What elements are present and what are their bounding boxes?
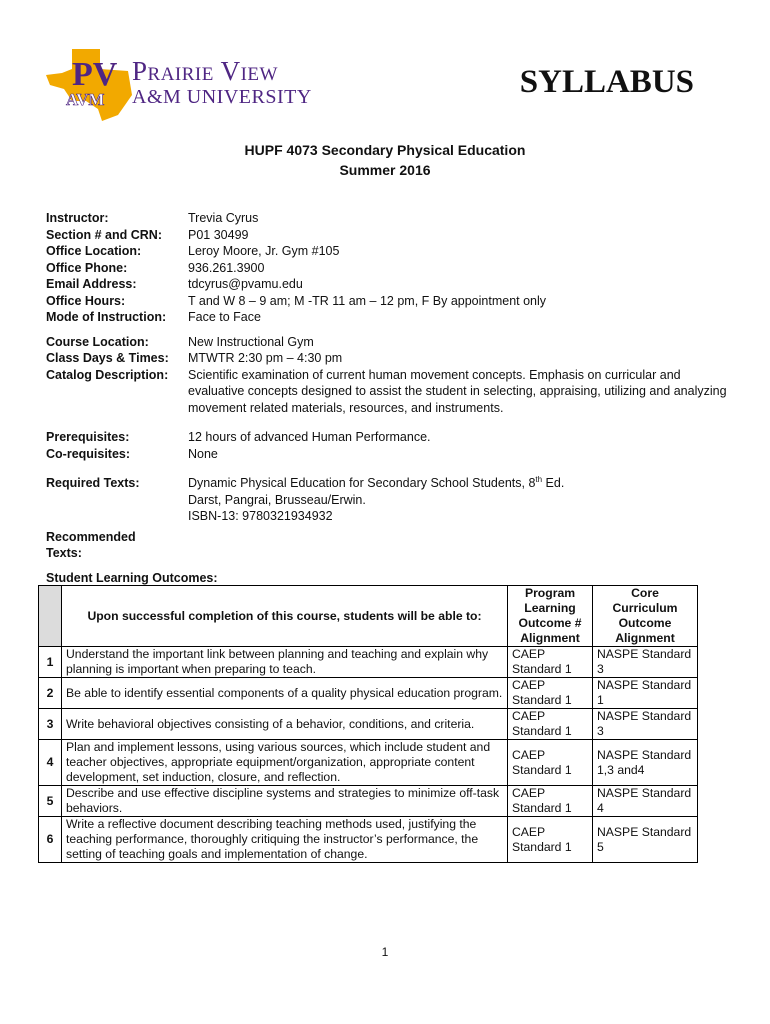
- page-number: 1: [381, 945, 389, 959]
- table-row: [39, 678, 698, 709]
- table-row: [39, 709, 698, 740]
- university-name-line1: Prairie View: [132, 56, 278, 86]
- outcomes-section-label: Student Learning Outcomes:: [46, 571, 218, 585]
- coreq-label: Co-requisites:: [46, 446, 131, 461]
- outcome-num: 5: [39, 786, 62, 817]
- text-isbn: ISBN-13: 9780321934932: [188, 509, 333, 523]
- logo-initials-2: AVM: [66, 90, 105, 109]
- text-edition: Ed.: [542, 476, 565, 490]
- outcome-program: CAEP Standard 1: [508, 740, 593, 786]
- outcome-desc: Write a reflective document describing teaching methods used, justifying the teaching performance, thoroughly critiquing the instructor’s performance, the setting of teaching goals and implementation of change.: [62, 817, 508, 863]
- outcome-core: NASPE Standard 3: [593, 647, 698, 678]
- outcomes-header-program: Program Learning Outcome # Alignment: [508, 586, 593, 647]
- outcome-num: 3: [39, 709, 62, 740]
- office-hours-value: T and W 8 – 9 am; M -TR 11 am – 12 pm, F By appointment only: [188, 293, 547, 308]
- recommended-texts-label: Recommended Texts:: [46, 530, 136, 560]
- outcome-desc: Be able to identify essential components of a quality physical education program.: [62, 678, 508, 709]
- outcome-program: CAEP Standard 1: [508, 709, 593, 740]
- outcome-core: NASPE Standard 4: [593, 786, 698, 817]
- outcome-program: CAEP Standard 1: [508, 817, 593, 863]
- office-hours-label: Office Hours:: [46, 293, 126, 308]
- outcome-core: NASPE Standard 5: [593, 817, 698, 863]
- email-value: tdcyrus@pvamu.edu: [188, 277, 303, 291]
- outcome-num: 6: [39, 817, 62, 863]
- coreq-value: None: [188, 446, 218, 461]
- text-authors: Darst, Pangrai, Brusseau/Erwin.: [188, 492, 366, 507]
- section-label: Section # and CRN:: [46, 227, 162, 242]
- course-location-value: New Instructional Gym: [188, 334, 314, 349]
- mode-label: Mode of Instruction:: [46, 310, 167, 324]
- email-label: Email Address:: [46, 277, 137, 291]
- course-location-label: Course Location:: [46, 334, 149, 349]
- course-info-block: [46, 210, 736, 525]
- outcomes-header-core: Core Curriculum Outcome Alignment: [593, 586, 698, 647]
- office-location-label: Office Location:: [46, 244, 142, 258]
- catalog-value: Scientific examination of current human movement concepts. Emphasis on curricular and evaluative concepts designed to assist the student in selecting, appraising, utilizing and analyzing movement related materials, resources, and instruments.: [188, 367, 727, 415]
- instructor-value: Trevia Cyrus: [188, 211, 259, 225]
- prereq-value: 12 hours of advanced Human Performance.: [188, 430, 431, 444]
- section-value: P01 30499: [188, 227, 249, 242]
- outcome-num: 4: [39, 740, 62, 786]
- catalog-label: Catalog Description:: [46, 367, 169, 382]
- instructor-label: Instructor:: [46, 211, 109, 225]
- logo-initials: PV: [72, 56, 118, 93]
- required-texts-value: [188, 475, 736, 525]
- class-days-label: Class Days & Times:: [46, 351, 169, 365]
- outcome-program: CAEP Standard 1: [508, 647, 593, 678]
- university-name-line2: A&M UNIVERSITY: [132, 86, 312, 108]
- outcome-core: NASPE Standard 1,3 and4: [593, 740, 698, 786]
- outcomes-header-num: [39, 586, 62, 647]
- outcome-desc: Understand the important link between planning and teaching and explain why planning is important when preparing to teach.: [62, 647, 508, 678]
- outcome-program: CAEP Standard 1: [508, 678, 593, 709]
- outcome-desc: Write behavioral objectives consisting of a behavior, conditions, and criteria.: [62, 709, 508, 740]
- class-days-value: MTWTR 2:30 pm – 4:30 pm: [188, 351, 343, 365]
- office-phone-value: 936.261.3900: [188, 260, 265, 275]
- office-location-value: Leroy Moore, Jr. Gym #105: [188, 244, 340, 258]
- table-row: [39, 647, 698, 678]
- mode-value: Face to Face: [188, 310, 261, 324]
- outcomes-table: [38, 585, 698, 863]
- course-title: HUPF 4073 Secondary Physical Education: [244, 142, 526, 158]
- course-term: Summer 2016: [339, 162, 431, 178]
- table-row: [39, 740, 698, 786]
- outcome-desc: Plan and implement lessons, using various sources, which include student and teacher objectives, appropriate equipment/organization, appropriate content development, set induction, closure, and reflection.: [62, 740, 508, 786]
- table-row: [39, 786, 698, 817]
- outcome-core: NASPE Standard 3: [593, 709, 698, 740]
- text-title: Dynamic Physical Education for Secondary School Students, 8: [188, 476, 536, 490]
- prereq-label: Prerequisites:: [46, 430, 130, 444]
- outcome-desc: Describe and use effective discipline systems and strategies to minimize off-task behaviors.: [62, 786, 508, 817]
- outcome-program: CAEP Standard 1: [508, 786, 593, 817]
- document-type-heading: SYLLABUS: [519, 64, 694, 100]
- outcomes-header-desc: Upon successful completion of this course, students will be able to:: [62, 586, 508, 647]
- outcome-num: 1: [39, 647, 62, 678]
- office-phone-label: Office Phone:: [46, 260, 128, 275]
- required-texts-label: Required Texts:: [46, 476, 140, 490]
- outcome-num: 2: [39, 678, 62, 709]
- edition-sup: th: [535, 474, 543, 484]
- table-row: [39, 817, 698, 863]
- outcome-core: NASPE Standard 1: [593, 678, 698, 709]
